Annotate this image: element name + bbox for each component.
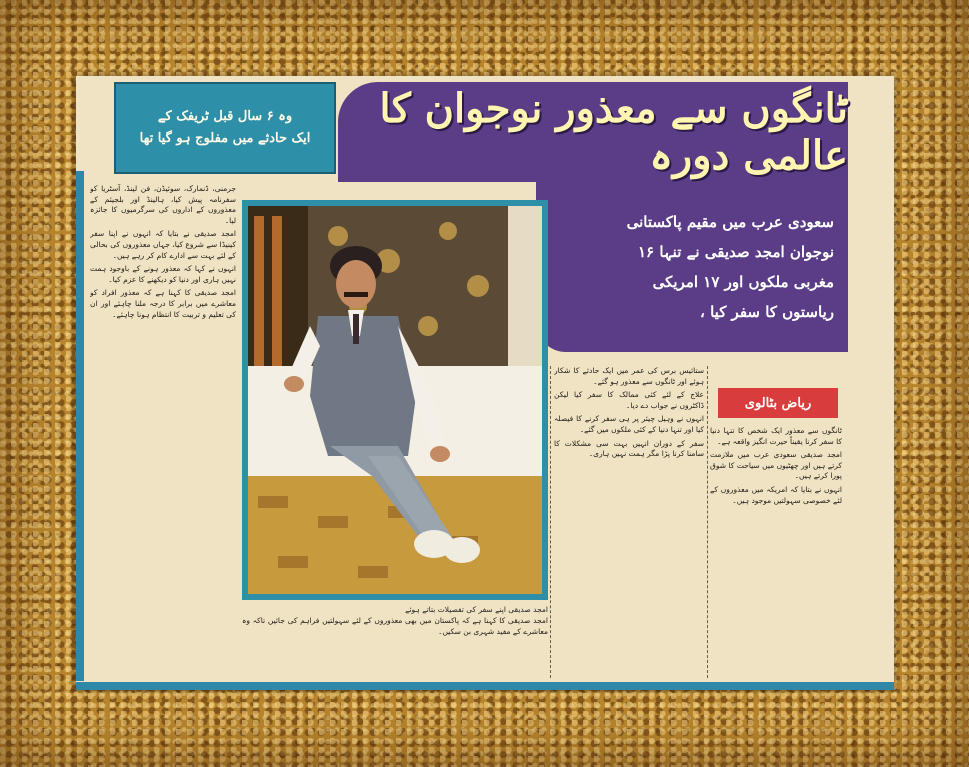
text-column-bottom: امجد صدیقی کا کہنا ہے کہ پاکستان میں بھی معذوروں کے لئے سہولتیں فراہم کی جائیں تاکہ وہ معاشرے کے مفید شہری بن سکیں۔: [242, 616, 548, 678]
paragraph: سفر کے دوران انہیں بہت سی مشکلات کا سامنا کرنا پڑا مگر ہمت نہیں ہاری۔: [554, 438, 704, 459]
paragraph: امجد صدیقی کا کہنا ہے کہ معذور افراد کو معاشرے میں برابر کا درجہ ملنا چاہئے اور ان کی تعلیم و تربیت کا انتظام ہونا چاہئے۔: [90, 288, 236, 319]
subheadline-line-4: ریاستوں کا سفر کیا ،: [700, 303, 834, 321]
headline: ٹانگوں سے معذور نوجوان کا عالمی دورہ: [379, 85, 848, 179]
subheadline-line-2: نوجوان امجد صدیقی نے تنہا ۱۶: [637, 243, 834, 261]
subheadline-line-3: مغربی ملکوں اور ۱۷ امریکی: [652, 273, 834, 291]
paragraph: جرمنی، ڈنمارک، سوئیڈن، فن لینڈ، آسٹریا کو سفرنامہ پیش کیا، ہالینڈ اور بلجیئم کے معذوروں کے اداروں کی سرگرمیوں کا جائزہ لیا۔: [90, 184, 236, 225]
paragraph: انہوں نے بتایا کہ امریکہ میں معذوروں کے لئے خصوصی سہولتیں موجود ہیں۔: [710, 484, 842, 505]
paragraph: انہوں نے کہا کہ معذور ہونے کے باوجود ہمت نہیں ہاری اور دنیا کو دیکھنے کا عزم کیا۔: [90, 264, 236, 284]
left-color-rule: [76, 171, 84, 681]
kicker-line-2: ایک حادثے میں مفلوج ہو گیا تھا: [139, 131, 311, 146]
text-column-left: [90, 184, 236, 678]
bottom-color-rule: [76, 682, 894, 690]
column-divider: [707, 366, 709, 678]
byline-badge: [718, 388, 838, 418]
man-seated-illustration: [248, 206, 542, 594]
paragraph: امجد صدیقی سعودی عرب میں ملازمت کرتے ہیں اور چھٹیوں میں سیاحت کا شوق پورا کرتے ہیں۔: [710, 450, 842, 481]
subheadline-line-1: سعودی عرب میں مقیم پاکستانی: [626, 213, 834, 231]
text-column-middle: [554, 366, 704, 678]
paragraph: امجد صدیقی نے بتایا کہ انہوں نے اپنا سفر کینیڈا سے شروع کیا، جہاں معذوروں کی بحالی کے لئے بہت سے ادارے کام کر رہے ہیں۔: [90, 229, 236, 260]
kicker-line-1: وہ ۶ سال قبل ٹریفک کے: [157, 109, 293, 124]
column-divider: [550, 366, 552, 678]
photo-caption: امجد صدیقی اپنے سفر کی تفصیلات بتاتے ہوئے: [405, 605, 548, 614]
paragraph: ٹانگوں سے معذور ایک شخص کا تنہا دنیا کا سفر کرنا یقیناً حیرت انگیز واقعہ ہے۔: [710, 426, 842, 446]
newspaper-clipping: [76, 76, 894, 690]
paragraph: انہوں نے وہیل چیئر پر ہی سفر کرنے کا فیصلہ کیا اور تنہا دنیا کے کئی ملکوں میں گئے۔: [554, 414, 704, 434]
byline-author: ریاض بٹالوی: [744, 395, 812, 411]
kicker-box: [114, 82, 336, 174]
headline-banner: [338, 82, 848, 182]
paragraph: ستائیس برس کی عمر میں ایک حادثے کا شکار ہوئے اور ٹانگوں سے معذور ہو گئے۔: [554, 366, 704, 386]
text-column-right: [710, 426, 842, 678]
subheadline-box: [536, 182, 848, 352]
paragraph: علاج کے لئے کئی ممالک کا سفر کیا لیکن ڈاکٹروں نے جواب دے دیا۔: [554, 390, 704, 410]
portrait-photo: [248, 206, 542, 594]
photo-frame: [242, 200, 548, 600]
